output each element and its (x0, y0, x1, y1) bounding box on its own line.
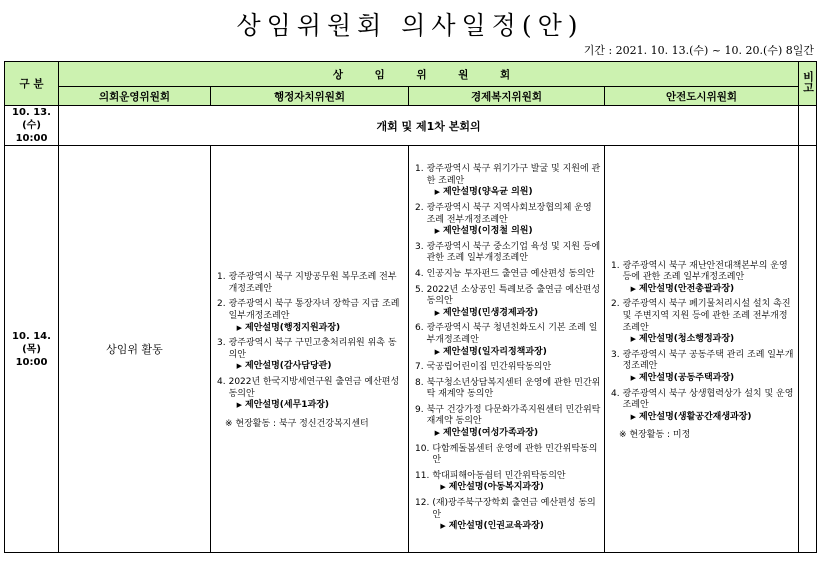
triangle-bullet-icon: ▶ (440, 522, 446, 531)
admin-agenda-item (217, 272, 405, 295)
proposal-explanation: ▶ 제안설명(양옥균 의원) (434, 187, 533, 198)
proposal-explanation: ▶ 제안설명(인권교육과장) (440, 521, 544, 532)
proposal-explanation: ▶ 제안설명(감사담당관) (236, 361, 332, 372)
triangle-bullet-icon: ▶ (236, 401, 242, 410)
admin-agenda-item (217, 338, 405, 373)
header-safety-committee: 안전도시위원회 (605, 87, 799, 106)
agenda-item-title: (재)광주북구장학회 출연금 예산편성 동의안 (432, 498, 596, 520)
triangle-bullet-icon: ▶ (434, 227, 440, 236)
date-cell-1013: 10. 13.(수) 10:00 (5, 106, 59, 146)
agenda-item-title: 학대피해아동쉼터 민간위탁동의안 (432, 470, 566, 481)
agenda-item-title: 광주광역시 북구 청년친화도시 기본 조례 일부개정조례안 (426, 323, 598, 345)
triangle-bullet-icon: ▶ (440, 483, 446, 492)
page-title: 상임위원회 의사일정(안) (236, 11, 584, 40)
safety-agenda-item (611, 299, 795, 345)
operations-activity: 상임위 활동 (59, 146, 211, 553)
safety-agenda-item (611, 389, 795, 424)
economy-agenda-item (415, 203, 601, 238)
triangle-bullet-icon: ▶ (236, 323, 242, 332)
triangle-bullet-icon: ▶ (630, 335, 636, 344)
agenda-item-number: 1. (217, 272, 226, 283)
economy-agenda-item (415, 362, 601, 374)
triangle-bullet-icon: ▶ (434, 308, 440, 317)
opening-session: 개회 및 제1차 본회의 (59, 106, 799, 146)
economy-agenda-list (409, 161, 604, 533)
safety-agenda-cell (605, 146, 799, 553)
date-cell-1014: 10. 14.(목) 10:00 (5, 146, 59, 553)
agenda-item-number: 8. (415, 377, 424, 388)
agenda-item-title: 인공지능 투자펀드 출연금 예산편성 동의안 (426, 268, 595, 279)
agenda-item-title: 북구 건강가정 다문화가족지원센터 민간위탁 재계약 동의안 (426, 404, 601, 427)
agenda-item-number: 2. (217, 299, 226, 310)
economy-agenda-item (415, 378, 601, 401)
economy-agenda-item (415, 164, 601, 199)
triangle-bullet-icon: ▶ (630, 373, 636, 382)
agenda-item-title: 다함께돌봄센터 운영에 관한 민간위탁동의안 (432, 443, 598, 466)
header-economy-committee: 경제복지위원회 (409, 87, 605, 106)
header-admin-committee: 행정자치위원회 (211, 87, 409, 106)
schedule-table (4, 61, 817, 553)
header-bigo: 비고 (799, 62, 817, 106)
admin-agenda-list (211, 269, 408, 412)
economy-agenda-item (415, 471, 601, 494)
proposal-explanation: ▶ 제안설명(일자리정책과장) (434, 346, 547, 357)
economy-agenda-item (415, 269, 601, 281)
admin-field-note: ※ 현장활동 : 북구 정신건강복지센터 (225, 418, 369, 429)
admin-agenda-item (217, 299, 405, 334)
header-operations-committee: 의회운영위원회 (59, 87, 211, 106)
safety-agenda-item (611, 350, 795, 385)
agenda-item-number: 12. (415, 498, 430, 509)
agenda-item-title: 2022년 소상공인 특례보증 출연금 예산편성 동의안 (426, 284, 601, 307)
agenda-item-number: 9. (415, 404, 424, 415)
proposal-explanation: ▶ 제안설명(아동복지과장) (440, 482, 544, 493)
safety-agenda-item (611, 261, 795, 296)
agenda-item-title: 광주광역시 북구 중소기업 육성 및 지원 등에 관한 조례 일부개정조례안 (426, 241, 601, 264)
agenda-item-title: 광주광역시 북구 구민고충처리위원 위촉 동의안 (228, 338, 397, 360)
proposal-explanation: ▶ 제안설명(안전총괄과장) (630, 283, 735, 294)
economy-agenda-cell (409, 146, 605, 553)
agenda-item-title: 광주광역시 북구 위기가구 발굴 및 지원에 관한 조례안 (426, 164, 601, 186)
agenda-item-number: 4. (415, 268, 424, 279)
economy-agenda-item (415, 498, 601, 533)
proposal-explanation: ▶ 제안설명(공동주택과장) (630, 372, 735, 383)
agenda-item-number: 3. (217, 338, 226, 349)
triangle-bullet-icon: ▶ (630, 284, 636, 293)
safety-field-note: ※ 현장활동 : 미정 (619, 430, 691, 441)
agenda-item-number: 2. (415, 202, 424, 213)
triangle-bullet-icon: ▶ (434, 188, 440, 197)
bigo-cell (799, 106, 817, 146)
proposal-explanation: ▶ 제안설명(민생경제과장) (434, 307, 539, 318)
agenda-item-title: 광주광역시 북구 상생협력상가 설치 및 운영 조례안 (622, 388, 794, 411)
proposal-explanation: ▶ 제안설명(행정지원과장) (236, 322, 341, 333)
triangle-bullet-icon: ▶ (236, 362, 242, 371)
agenda-item-number: 11. (415, 470, 430, 481)
agenda-item-number: 3. (611, 349, 620, 360)
agenda-item-number: 7. (415, 362, 424, 373)
proposal-explanation: ▶ 제안설명(세무1과장) (236, 400, 330, 411)
agenda-item-title: 광주광역시 북구 통장자녀 장학금 지급 조례 일부개정조례안 (228, 299, 400, 322)
agenda-item-number: 6. (415, 323, 424, 334)
bigo-cell (799, 146, 817, 553)
agenda-item-number: 3. (415, 241, 424, 252)
agenda-item-number: 4. (611, 388, 620, 399)
agenda-item-title: 2022년 한국지방세연구원 출연금 예산편성 동의안 (228, 376, 400, 399)
schedule-period: 기간 : 2021. 10. 13.(수) ~ 10. 20.(수) 8일간 (583, 44, 814, 57)
agenda-item-title: 광주광역시 북구 폐기물처리시설 설치 촉진 및 주변지역 지원 등에 관한 조례 전부개정조례안 (622, 299, 791, 333)
agenda-item-title: 북구청소년상담복지센터 운영에 관한 민간위탁 재계약 동의안 (426, 377, 601, 400)
agenda-item-title: 광주광역시 북구 지역사회보장협의체 운영 조례 전부개정조례안 (426, 202, 592, 225)
economy-agenda-item (415, 323, 601, 358)
agenda-item-number: 5. (415, 284, 424, 295)
agenda-item-number: 1. (415, 164, 424, 175)
agenda-item-title: 광주광역시 북구 재난안전대책본부의 운영 등에 관한 조례 일부개정조례안 (622, 260, 788, 283)
triangle-bullet-icon: ▶ (434, 429, 440, 438)
proposal-explanation: ▶ 제안설명(청소행정과장) (630, 334, 735, 345)
admin-agenda-cell (211, 146, 409, 553)
agenda-item-number: 2. (611, 299, 620, 310)
agenda-item-title: 국공립어린이집 민간위탁동의안 (426, 362, 552, 373)
header-gubun: 구 분 (5, 62, 59, 106)
economy-agenda-item (415, 444, 601, 467)
agenda-item-number: 4. (217, 376, 226, 387)
proposal-explanation: ▶ 제안설명(이정철 의원) (434, 226, 533, 237)
agenda-item-title: 광주광역시 북구 공동주택 관리 조례 일부개정조례안 (622, 349, 794, 372)
agenda-item-title: 광주광역시 북구 지방공무원 복무조례 전부개정조례안 (228, 272, 397, 294)
triangle-bullet-icon: ▶ (630, 412, 636, 421)
proposal-explanation: ▶ 제안설명(여성가족과장) (434, 428, 539, 439)
economy-agenda-item (415, 285, 601, 320)
admin-agenda-item (217, 377, 405, 412)
triangle-bullet-icon: ▶ (434, 347, 440, 356)
agenda-item-number: 10. (415, 443, 430, 454)
proposal-explanation: ▶ 제안설명(생활공간재생과장) (630, 411, 752, 422)
agenda-item-number: 1. (611, 260, 620, 271)
header-committee-group: 상 임 위 원 회 (59, 62, 799, 87)
economy-agenda-item (415, 405, 601, 440)
safety-agenda-list (605, 258, 798, 424)
economy-agenda-item (415, 242, 601, 265)
